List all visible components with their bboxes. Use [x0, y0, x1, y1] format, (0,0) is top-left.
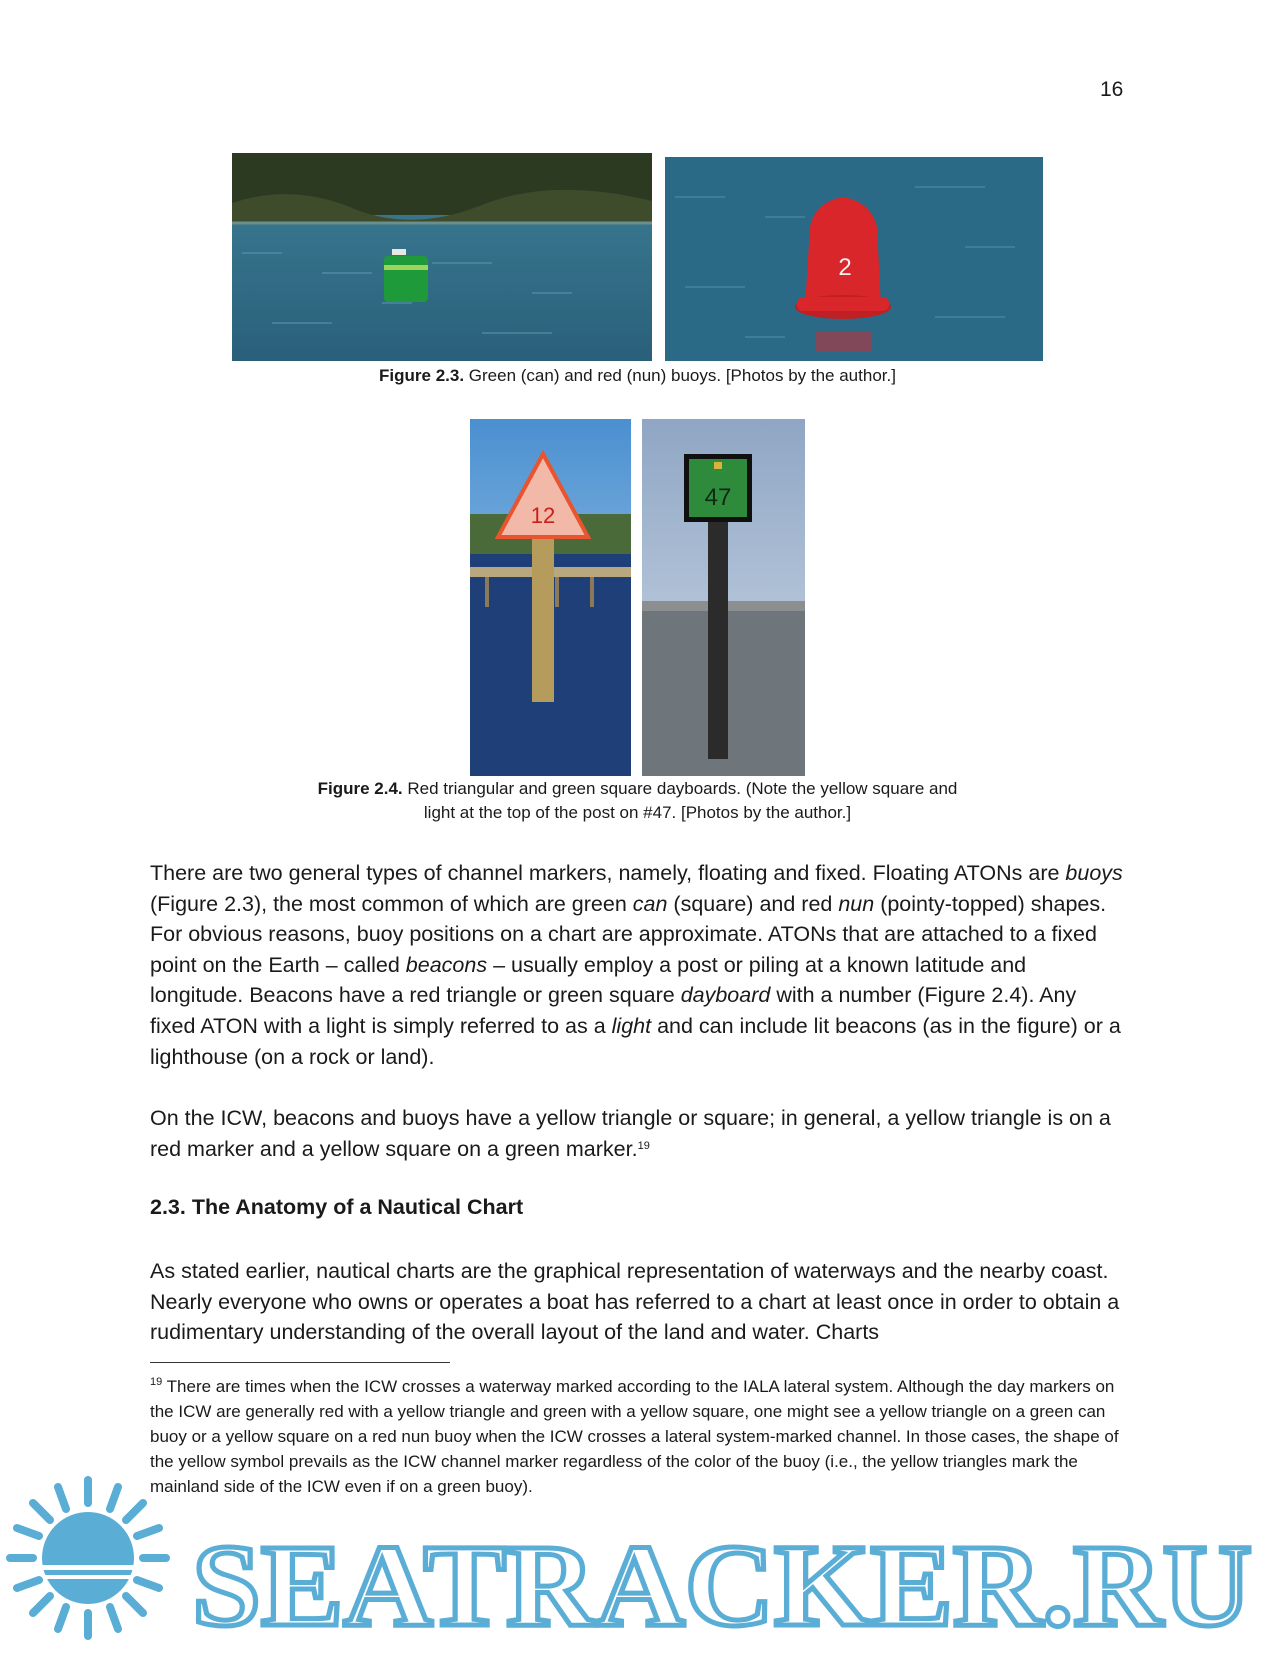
- footnote-mark: 19: [150, 1376, 163, 1388]
- paragraph-channel-markers: [150, 858, 1125, 1072]
- watermark-text: SEATRACKER.RU: [192, 1520, 1252, 1650]
- figure-2-3-text: Green (can) and red (nun) buoys. [Photos by the author.]: [464, 366, 896, 385]
- triangle-dayboard-number: 12: [530, 503, 556, 528]
- paragraph-icw: [150, 1103, 1125, 1164]
- figure-2-3-caption: [232, 364, 1043, 388]
- italic-term: nun: [838, 891, 875, 916]
- text-run: – usually employ a post or piling at a known latitude and longitude. Beacons have a red triangle or green square: [150, 952, 1027, 1008]
- footnote-ref-19[interactable]: 19: [637, 1139, 650, 1152]
- italic-term: light: [611, 1013, 652, 1038]
- photo-green-square-dayboard: [642, 419, 805, 776]
- figure-2-4-line2: light at the top of the post on #47. [Photos by the author.]: [423, 803, 852, 822]
- figure-2-4-line1: Red triangular and green square dayboards. (Note the yellow square and: [402, 779, 958, 798]
- text-run: (Figure 2.3), the most common of which are green: [150, 891, 633, 916]
- figure-2-4-caption: [232, 777, 1043, 825]
- section-heading: 2.3. The Anatomy of a Nautical Chart: [150, 1195, 524, 1219]
- figure-2-3-label: Figure 2.3.: [379, 366, 465, 385]
- italic-term: buoys: [1065, 861, 1123, 885]
- sun-logo-icon: [10, 1480, 166, 1636]
- paragraph-2-text: On the ICW, beacons and buoys have a yellow triangle or square; in general, a yellow triangle is on a red marker and a yellow square on a green marker.: [150, 1106, 1111, 1161]
- text-run: and can include lit beacons (as in the figure) or a lighthouse (on a rock or land).: [150, 1013, 1121, 1069]
- text-run: with a number (Figure 2.4). Any fixed ATON with a light is simply referred to as a: [150, 983, 1077, 1038]
- text-run: (pointy-topped) shapes. For obvious reasons, buoy positions on a chart are approximate. ATONs that are attached to a fixed point on the Earth – called: [150, 891, 1107, 977]
- italic-term: beacons: [405, 952, 488, 977]
- photo-red-triangle-dayboard: [470, 419, 631, 776]
- watermark: [0, 1465, 1275, 1650]
- photo-green-can-buoy: [232, 153, 652, 361]
- paragraph-anatomy: [150, 1256, 1125, 1348]
- page-number: 16: [1100, 78, 1124, 101]
- figure-2-4-label: Figure 2.4.: [317, 779, 403, 798]
- paragraph-1: [150, 858, 1125, 1072]
- italic-term: can: [632, 891, 668, 916]
- text-run: (square) and red: [667, 891, 839, 916]
- footnote-divider: [150, 1362, 450, 1363]
- footnote-text: There are times when the ICW crosses a waterway marked according to the IALA lateral system. Although the day markers on the ICW are generally red with a yellow triangle and green with a yellow square, one might see a yellow triangle on a green can buoy or a yellow square on a red nun buoy when the ICW crosses a lateral system-marked channel. In those cases, the shape of the yellow symbol prevails as the ICW channel marker regardless of the color of the buoy (i.e., the yellow triangles mark the mainland side of the ICW even if on a green buoy).: [150, 1377, 1119, 1496]
- text-run: There are two general types of channel markers, namely, floating and fixed. Floating ATONs are: [150, 861, 1066, 885]
- square-dayboard-number: 47: [704, 484, 732, 511]
- italic-term: dayboard: [680, 983, 771, 1008]
- paragraph-3: As stated earlier, nautical charts are the graphical representation of waterways and the nearby coast. Nearly everyone who owns or operates a boat has referred to a chart at least once in order to obtain a rudimentary understanding of the overall layout of the land and water. Charts: [150, 1259, 1120, 1345]
- nun-buoy-number: 2: [838, 254, 852, 281]
- photo-red-nun-buoy: [665, 157, 1043, 361]
